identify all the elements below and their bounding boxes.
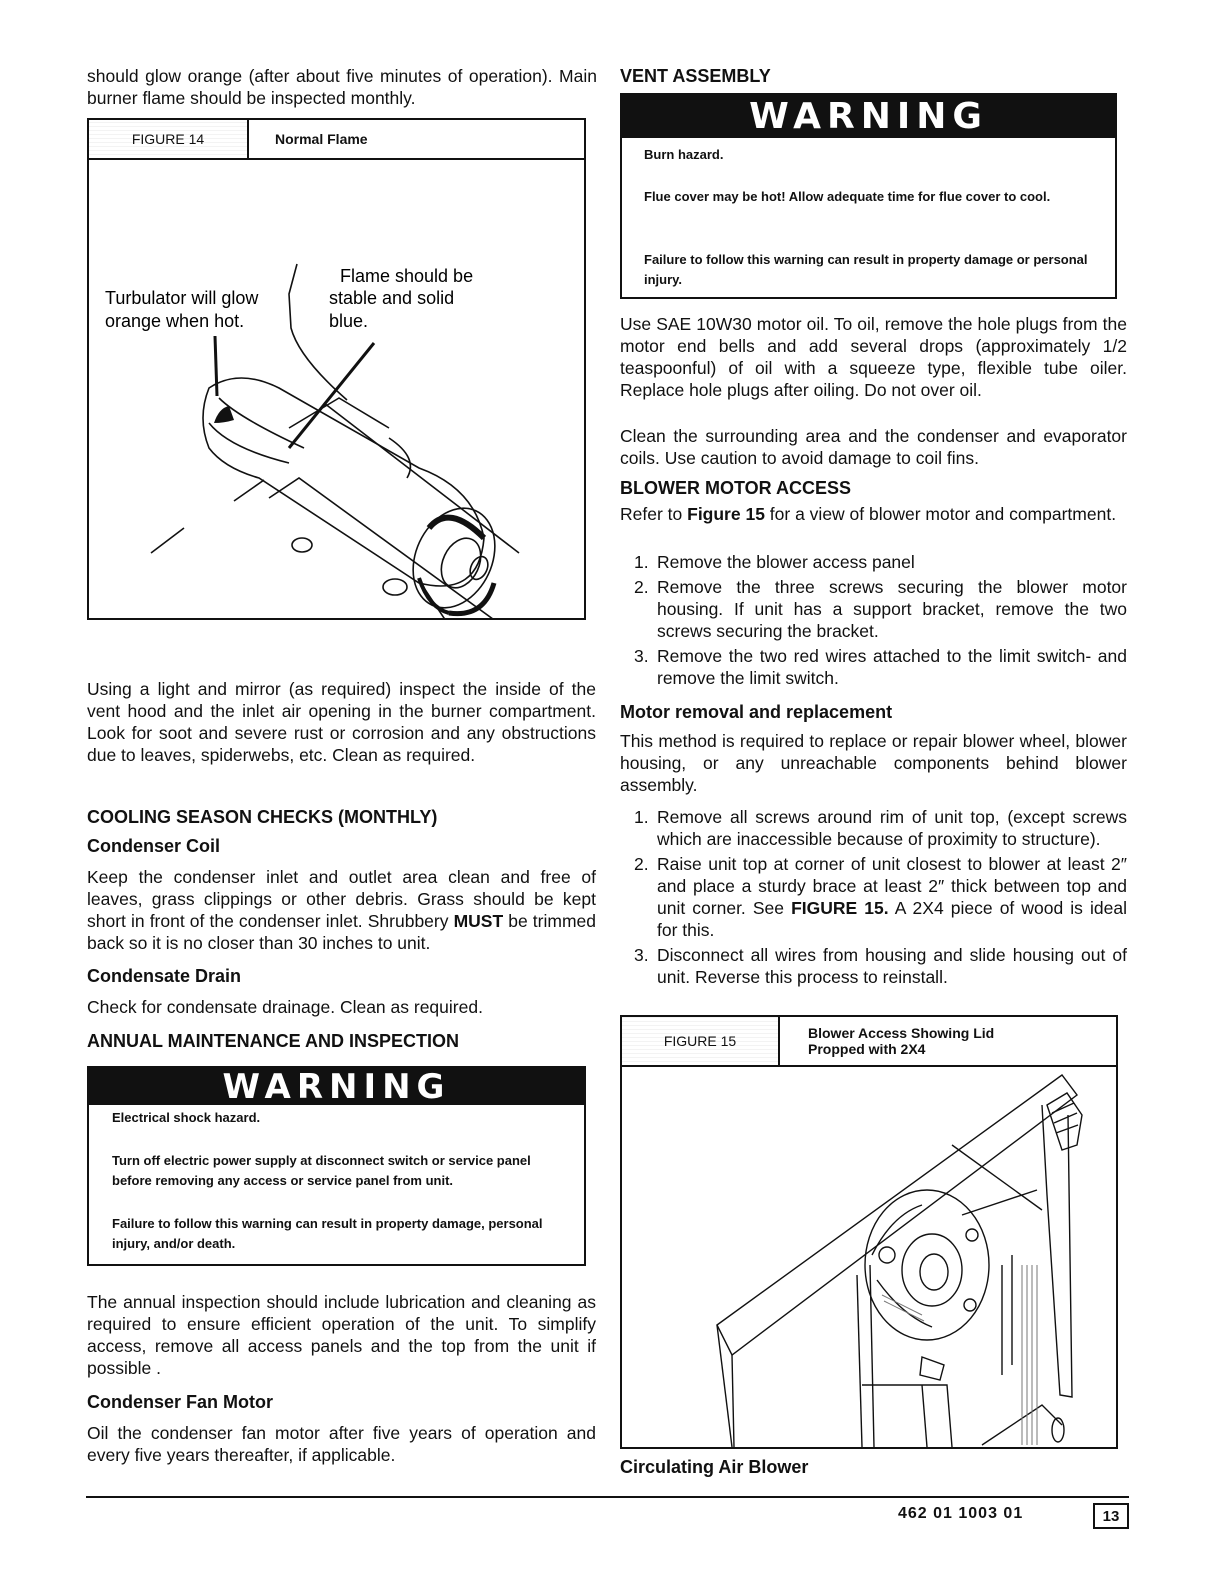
warning2-line3: Failure to follow this warning can result in property damage or personal injury. <box>644 252 1088 287</box>
access-steps-list <box>622 551 1127 689</box>
list-item <box>622 944 1127 988</box>
document-number: 462 01 1003 01 <box>898 1505 1024 1522</box>
turbulator-callout-line2: orange when hot. <box>105 311 245 331</box>
step-number: 1. <box>634 807 649 827</box>
figure-15-header <box>622 1017 1116 1067</box>
motor-removal-heading: Motor removal and replacement <box>620 702 893 722</box>
figure-15 <box>620 1015 1118 1449</box>
flame-callout-line2: stable and solid <box>329 288 455 308</box>
figure-14-title: Normal Flame <box>275 131 368 147</box>
step-text: Disconnect all wires from housing and slide housing out of unit. Reverse this process to reinstall. <box>657 945 1127 987</box>
figure-15-title <box>808 1017 994 1065</box>
burn-warning-box <box>620 93 1117 299</box>
list-item <box>622 806 1127 850</box>
step-number: 1. <box>634 552 649 572</box>
warning1-line1: Electrical shock hazard. <box>112 1110 261 1125</box>
blower-access-illustration <box>622 1065 1116 1447</box>
condenser-fan-motor-paragraph: Oil the condenser fan motor after five years of operation and every five years thereafter, if applicable. <box>87 1423 596 1465</box>
vent-assembly-heading: VENT ASSEMBLY <box>620 66 771 86</box>
figure-14-header <box>89 120 584 160</box>
warning-banner: WARNING <box>89 1068 584 1105</box>
step-text: Remove all screws around rim of unit top, (except screws which are inaccessible because of proximity to structure). <box>657 807 1127 849</box>
step-text: Remove the three screws securing the blower motor housing. If unit has a support bracket, remove the two screws securing the bracket. <box>657 577 1127 641</box>
step-number: 2. <box>634 577 649 597</box>
figure-14 <box>87 118 586 620</box>
page-number: 13 <box>1093 1503 1129 1529</box>
condenser-coil-text-a: Keep the condenser inlet and outlet area clean and free of leaves, grass clippings or other debris. Grass should be kept short in front of the condenser inlet. Shrubbery <box>87 867 596 931</box>
condensate-drain-paragraph: Check for condensate drainage. Clean as required. <box>87 997 483 1017</box>
refer-paragraph <box>620 503 1127 525</box>
condenser-fan-motor-heading: Condenser Fan Motor <box>87 1392 274 1412</box>
cooling-season-heading: COOLING SEASON CHECKS (MONTHLY) <box>87 807 438 827</box>
oil-paragraph: Use SAE 10W30 motor oil. To oil, remove the hole plugs from the motor end bells and add several drops (approximately 1/2 teaspoonful) of oil with a squeeze type, flexible tube oiler. Replace hole plugs after oiling. Do not over oil. <box>620 314 1127 400</box>
step-text-a: Raise unit top at corner of unit closest to blower at least 2″ and place a sturdy brace at least 2″ thick between top and unit corner. See <box>657 854 1127 918</box>
refer-text-a: Refer to <box>620 504 688 524</box>
list-item <box>622 853 1127 941</box>
removal-steps-list <box>622 806 1127 988</box>
figure-15-reference[interactable]: FIGURE 15. <box>791 898 889 918</box>
motor-removal-paragraph: This method is required to replace or repair blower wheel, blower housing, or any unreachable components behind blower assembly. <box>620 731 1127 795</box>
warning2-line2: Flue cover may be hot! Allow adequate time for flue cover to cool. <box>644 189 1051 204</box>
figure-15-title-line1: Blower Access Showing Lid <box>808 1025 995 1041</box>
figure-15-number: FIGURE 15 <box>622 1017 780 1065</box>
intro-paragraph: should glow orange (after about five minutes of operation). Main burner flame should be inspected monthly. <box>87 66 597 108</box>
step-number: 2. <box>634 854 649 874</box>
vent-hood-paragraph: Using a light and mirror (as required) inspect the inside of the vent hood and the inlet air opening in the burner compartment. Look for soot and severe rust or corrosion and any obstructions due to leaves, spiderwebs, etc. Clean as required. <box>87 679 596 765</box>
warning1-line2: Turn off electric power supply at disconnect switch or service panel before removing any access or service panel from unit. <box>112 1153 531 1188</box>
step-text: Remove the blower access panel <box>657 552 915 572</box>
footer-rule <box>86 1496 1129 1498</box>
flame-callout-line1: Flame should be <box>340 266 474 286</box>
warning2-line1: Burn hazard. <box>644 147 724 162</box>
normal-flame-illustration <box>89 158 584 618</box>
condenser-coil-heading: Condenser Coil <box>87 836 221 856</box>
step-text-b: A 2X4 piece of wood is ideal for this. <box>657 898 1127 940</box>
list-item <box>622 576 1127 642</box>
must-emphasis: MUST <box>453 911 504 931</box>
clean-paragraph: Clean the surrounding area and the condenser and evaporator coils. Use caution to avoid damage to coil fins. <box>620 426 1127 468</box>
flame-callout-line3: blue. <box>329 311 369 331</box>
warning1-line3: Failure to follow this warning can result in property damage, personal injury, and/or death. <box>112 1216 543 1251</box>
list-item <box>622 645 1127 689</box>
condenser-coil-paragraph <box>87 866 596 954</box>
step-number: 3. <box>634 646 649 666</box>
step-number: 3. <box>634 945 649 965</box>
figure-15-title-line2: Propped with 2X4 <box>808 1041 926 1057</box>
list-item <box>622 551 1127 573</box>
warning-banner: WARNING <box>622 95 1115 138</box>
refer-text-b: for a view of blower motor and compartment. <box>764 504 1117 524</box>
condenser-coil-text-b: be trimmed back so it is no closer than 30 inches to unit. <box>87 911 597 953</box>
electrical-warning-box <box>87 1066 586 1266</box>
annual-inspection-paragraph: The annual inspection should include lubrication and cleaning as required to ensure efficient operation of the unit. To simplify access, remove all access panels and the top from the unit if possible . <box>87 1292 596 1378</box>
step-text: Remove the two red wires attached to the limit switch- and remove the limit switch. <box>657 646 1127 688</box>
blower-motor-access-heading: BLOWER MOTOR ACCESS <box>620 478 852 498</box>
circulating-air-blower-caption: Circulating Air Blower <box>620 1457 809 1477</box>
annual-maintenance-heading: ANNUAL MAINTENANCE AND INSPECTION <box>87 1031 460 1051</box>
condensate-drain-heading: Condensate Drain <box>87 966 242 986</box>
figure-14-number: FIGURE 14 <box>89 120 249 158</box>
turbulator-callout-line1: Turbulator will glow <box>105 288 259 308</box>
figure-15-reference[interactable]: Figure 15 <box>687 504 765 524</box>
